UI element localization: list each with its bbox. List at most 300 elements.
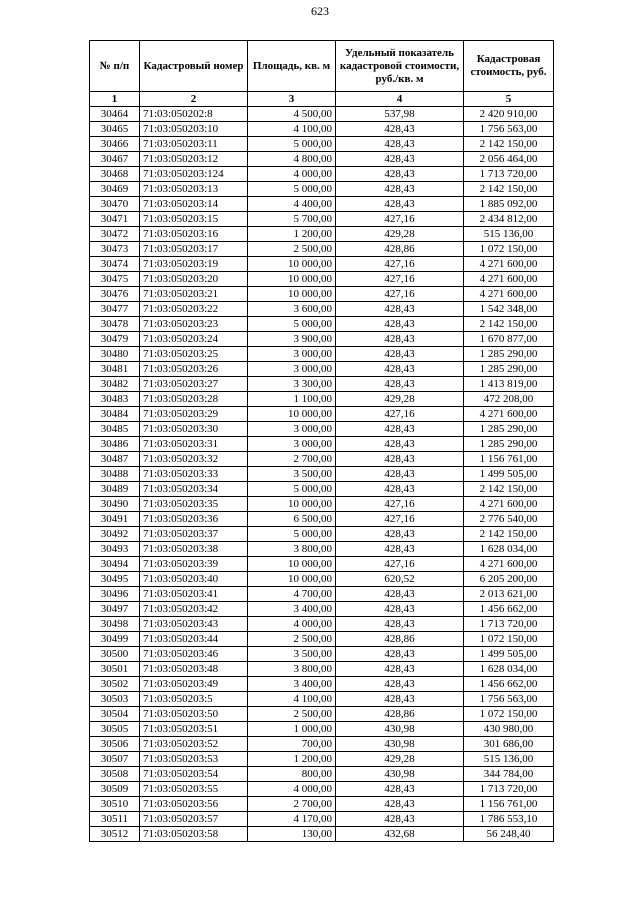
row-number: 30502: [90, 677, 140, 692]
rate-value: 427,16: [336, 272, 464, 287]
table-row: [90, 482, 554, 497]
cadastral-number: 71:03:050203:16: [140, 227, 248, 242]
cadastral-number: 71:03:050203:41: [140, 587, 248, 602]
table-row: [90, 167, 554, 182]
area-value: 5 000,00: [248, 182, 336, 197]
area-value: 3 300,00: [248, 377, 336, 392]
cost-value: 4 271 600,00: [464, 257, 554, 272]
cadastral-number: 71:03:050203:23: [140, 317, 248, 332]
cadastral-number: 71:03:050203:51: [140, 722, 248, 737]
cadastral-number: 71:03:050203:29: [140, 407, 248, 422]
row-number: 30506: [90, 737, 140, 752]
area-value: 800,00: [248, 767, 336, 782]
rate-value: 427,16: [336, 407, 464, 422]
cost-value: 1 756 563,00: [464, 692, 554, 707]
area-value: 10 000,00: [248, 557, 336, 572]
rate-value: 428,86: [336, 707, 464, 722]
rate-value: 432,68: [336, 827, 464, 842]
rate-value: 428,43: [336, 152, 464, 167]
cost-value: 1 072 150,00: [464, 632, 554, 647]
table-row: [90, 362, 554, 377]
table-row: [90, 722, 554, 737]
row-number: 30501: [90, 662, 140, 677]
table-row: [90, 587, 554, 602]
header-row: [90, 41, 554, 92]
cost-value: 1 786 553,10: [464, 812, 554, 827]
area-value: 3 800,00: [248, 662, 336, 677]
rate-value: 429,28: [336, 392, 464, 407]
rate-value: 430,98: [336, 767, 464, 782]
table-row: [90, 737, 554, 752]
cost-value: 56 248,40: [464, 827, 554, 842]
area-value: 700,00: [248, 737, 336, 752]
row-number: 30497: [90, 602, 140, 617]
rate-value: 428,86: [336, 242, 464, 257]
table-row: [90, 287, 554, 302]
cadastral-number: 71:03:050203:20: [140, 272, 248, 287]
area-value: 4 100,00: [248, 122, 336, 137]
row-number: 30511: [90, 812, 140, 827]
table-row: [90, 602, 554, 617]
rate-value: 428,43: [336, 347, 464, 362]
rate-value: 428,43: [336, 797, 464, 812]
row-number: 30472: [90, 227, 140, 242]
row-number: 30489: [90, 482, 140, 497]
cost-value: 1 285 290,00: [464, 422, 554, 437]
cadastral-number: 71:03:050203:21: [140, 287, 248, 302]
rate-value: 428,43: [336, 587, 464, 602]
row-number: 30487: [90, 452, 140, 467]
cadastral-number: 71:03:050203:44: [140, 632, 248, 647]
column-number: 5: [464, 92, 554, 107]
cadastral-number: 71:03:050203:48: [140, 662, 248, 677]
cost-value: 2 142 150,00: [464, 182, 554, 197]
cost-value: 1 456 662,00: [464, 602, 554, 617]
area-value: 4 800,00: [248, 152, 336, 167]
rate-value: 429,28: [336, 227, 464, 242]
row-number: 30469: [90, 182, 140, 197]
area-value: 3 000,00: [248, 347, 336, 362]
area-value: 3 900,00: [248, 332, 336, 347]
area-value: 10 000,00: [248, 497, 336, 512]
rate-value: 428,43: [336, 197, 464, 212]
rate-value: 537,98: [336, 107, 464, 122]
cadastral-number: 71:03:050203:34: [140, 482, 248, 497]
table-row: [90, 122, 554, 137]
rate-value: 427,16: [336, 497, 464, 512]
table-row: [90, 197, 554, 212]
row-number: 30491: [90, 512, 140, 527]
rate-value: 427,16: [336, 257, 464, 272]
rate-value: 428,43: [336, 782, 464, 797]
area-value: 3 800,00: [248, 542, 336, 557]
cost-value: 301 686,00: [464, 737, 554, 752]
row-number: 30475: [90, 272, 140, 287]
cost-value: 515 136,00: [464, 227, 554, 242]
table-row: [90, 707, 554, 722]
cadastral-number: 71:03:050203:39: [140, 557, 248, 572]
table-row: [90, 647, 554, 662]
rate-value: 430,98: [336, 737, 464, 752]
rate-value: 428,43: [336, 647, 464, 662]
rate-value: 428,43: [336, 317, 464, 332]
table-row: [90, 572, 554, 587]
table-row: [90, 317, 554, 332]
cost-value: 2 142 150,00: [464, 137, 554, 152]
area-value: 3 600,00: [248, 302, 336, 317]
rate-value: 428,43: [336, 812, 464, 827]
rate-value: 428,43: [336, 527, 464, 542]
rate-value: 428,43: [336, 437, 464, 452]
table-row: [90, 632, 554, 647]
cadastral-number: 71:03:050203:50: [140, 707, 248, 722]
table-row: [90, 497, 554, 512]
cadastral-number: 71:03:050203:56: [140, 797, 248, 812]
row-number: 30509: [90, 782, 140, 797]
area-value: 2 500,00: [248, 707, 336, 722]
cost-value: 2 056 464,00: [464, 152, 554, 167]
header-cost: Кадастровая стоимость, руб.: [464, 41, 554, 92]
area-value: 10 000,00: [248, 572, 336, 587]
row-number: 30484: [90, 407, 140, 422]
area-value: 4 100,00: [248, 692, 336, 707]
rate-value: 428,43: [336, 452, 464, 467]
area-value: 3 000,00: [248, 422, 336, 437]
row-number: 30486: [90, 437, 140, 452]
cost-value: 1 156 761,00: [464, 452, 554, 467]
header-cadastral: Кадастровый номер: [140, 41, 248, 92]
cost-value: 2 142 150,00: [464, 482, 554, 497]
area-value: 4 500,00: [248, 107, 336, 122]
row-number: 30496: [90, 587, 140, 602]
cost-value: 4 271 600,00: [464, 407, 554, 422]
rate-value: 428,43: [336, 482, 464, 497]
rate-value: 427,16: [336, 212, 464, 227]
cost-value: 1 713 720,00: [464, 167, 554, 182]
table-body: [90, 107, 554, 842]
column-number: 1: [90, 92, 140, 107]
row-number: 30476: [90, 287, 140, 302]
cost-value: 1 713 720,00: [464, 782, 554, 797]
row-number: 30478: [90, 317, 140, 332]
cost-value: 430 980,00: [464, 722, 554, 737]
cadastral-number: 71:03:050203:42: [140, 602, 248, 617]
area-value: 5 700,00: [248, 212, 336, 227]
page-number: 623: [311, 4, 329, 18]
row-number: 30473: [90, 242, 140, 257]
cost-value: 4 271 600,00: [464, 557, 554, 572]
row-number: 30500: [90, 647, 140, 662]
table-row: [90, 527, 554, 542]
table-row: [90, 182, 554, 197]
table-row: [90, 137, 554, 152]
rate-value: 428,43: [336, 167, 464, 182]
area-value: 4 000,00: [248, 782, 336, 797]
cost-value: 1 670 877,00: [464, 332, 554, 347]
row-number: 30466: [90, 137, 140, 152]
row-number: 30479: [90, 332, 140, 347]
cadastral-number: 71:03:050203:52: [140, 737, 248, 752]
area-value: 1 100,00: [248, 392, 336, 407]
rate-value: 428,43: [336, 692, 464, 707]
cadastral-number: 71:03:050203:15: [140, 212, 248, 227]
row-number: 30512: [90, 827, 140, 842]
cost-value: 1 285 290,00: [464, 362, 554, 377]
rate-value: 428,43: [336, 122, 464, 137]
table-row: [90, 557, 554, 572]
header-area: Площадь, кв. м: [248, 41, 336, 92]
area-value: 10 000,00: [248, 407, 336, 422]
cadastral-number: 71:03:050203:25: [140, 347, 248, 362]
row-number: 30494: [90, 557, 140, 572]
rate-value: 428,43: [336, 617, 464, 632]
area-value: 3 000,00: [248, 437, 336, 452]
cost-value: 4 271 600,00: [464, 497, 554, 512]
cadastral-table: [89, 40, 554, 842]
area-value: 3 500,00: [248, 647, 336, 662]
row-number: 30490: [90, 497, 140, 512]
table-row: [90, 812, 554, 827]
cost-value: 1 628 034,00: [464, 662, 554, 677]
cost-value: 2 142 150,00: [464, 317, 554, 332]
table-row: [90, 332, 554, 347]
cadastral-number: 71:03:050203:11: [140, 137, 248, 152]
rate-value: 428,43: [336, 467, 464, 482]
row-number: 30483: [90, 392, 140, 407]
cost-value: 2 434 812,00: [464, 212, 554, 227]
cadastral-number: 71:03:050203:49: [140, 677, 248, 692]
column-number: 4: [336, 92, 464, 107]
cost-value: 1 885 092,00: [464, 197, 554, 212]
row-number: 30495: [90, 572, 140, 587]
row-number: 30493: [90, 542, 140, 557]
cost-value: 1 756 563,00: [464, 122, 554, 137]
cost-value: 4 271 600,00: [464, 272, 554, 287]
row-number: 30465: [90, 122, 140, 137]
row-number: 30508: [90, 767, 140, 782]
row-number: 30503: [90, 692, 140, 707]
area-value: 1 200,00: [248, 752, 336, 767]
area-value: 1 200,00: [248, 227, 336, 242]
table-row: [90, 377, 554, 392]
cadastral-number: 71:03:050203:22: [140, 302, 248, 317]
cost-value: 2 420 910,00: [464, 107, 554, 122]
cost-value: 1 628 034,00: [464, 542, 554, 557]
row-number: 30464: [90, 107, 140, 122]
area-value: 10 000,00: [248, 272, 336, 287]
table-row: [90, 152, 554, 167]
rate-value: 428,43: [336, 182, 464, 197]
table-row: [90, 662, 554, 677]
header-rate: Удельный показатель кадастровой стоимости, руб./кв. м: [336, 41, 464, 92]
cadastral-number: 71:03:050203:36: [140, 512, 248, 527]
cadastral-number: 71:03:050203:31: [140, 437, 248, 452]
area-value: 3 400,00: [248, 677, 336, 692]
cost-value: 1 156 761,00: [464, 797, 554, 812]
cadastral-number: 71:03:050203:58: [140, 827, 248, 842]
cadastral-number: 71:03:050203:17: [140, 242, 248, 257]
cadastral-number: 71:03:050203:24: [140, 332, 248, 347]
rate-value: 620,52: [336, 572, 464, 587]
table-row: [90, 782, 554, 797]
cadastral-number: 71:03:050203:32: [140, 452, 248, 467]
rate-value: 429,28: [336, 752, 464, 767]
cost-value: 1 499 505,00: [464, 467, 554, 482]
rate-value: 428,43: [336, 377, 464, 392]
cadastral-number: 71:03:050203:12: [140, 152, 248, 167]
cost-value: 4 271 600,00: [464, 287, 554, 302]
area-value: 5 000,00: [248, 317, 336, 332]
row-number: 30492: [90, 527, 140, 542]
rate-value: 428,43: [336, 302, 464, 317]
cadastral-number: 71:03:050203:46: [140, 647, 248, 662]
row-number: 30480: [90, 347, 140, 362]
area-value: 2 700,00: [248, 452, 336, 467]
row-number: 30498: [90, 617, 140, 632]
cadastral-number: 71:03:050203:54: [140, 767, 248, 782]
table-row: [90, 422, 554, 437]
rate-value: 427,16: [336, 512, 464, 527]
cost-value: 1 499 505,00: [464, 647, 554, 662]
row-number: 30481: [90, 362, 140, 377]
cadastral-number: 71:03:050203:33: [140, 467, 248, 482]
area-value: 3 500,00: [248, 467, 336, 482]
table-row: [90, 797, 554, 812]
rate-value: 427,16: [336, 557, 464, 572]
cadastral-number: 71:03:050203:57: [140, 812, 248, 827]
area-value: 5 000,00: [248, 527, 336, 542]
cost-value: 1 713 720,00: [464, 617, 554, 632]
row-number: 30482: [90, 377, 140, 392]
area-value: 5 000,00: [248, 137, 336, 152]
area-value: 4 700,00: [248, 587, 336, 602]
rate-value: 428,43: [336, 362, 464, 377]
rate-value: 428,43: [336, 542, 464, 557]
cost-value: 2 013 621,00: [464, 587, 554, 602]
cadastral-number: 71:03:050203:13: [140, 182, 248, 197]
table-row: [90, 767, 554, 782]
row-number: 30504: [90, 707, 140, 722]
area-value: 2 700,00: [248, 797, 336, 812]
table-row: [90, 392, 554, 407]
table-row: [90, 407, 554, 422]
row-number: 30485: [90, 422, 140, 437]
rate-value: 428,43: [336, 422, 464, 437]
table-row: [90, 752, 554, 767]
area-value: 3 000,00: [248, 362, 336, 377]
cadastral-number: 71:03:050203:5: [140, 692, 248, 707]
table-row: [90, 677, 554, 692]
area-value: 2 500,00: [248, 632, 336, 647]
row-number: 30505: [90, 722, 140, 737]
cost-value: 1 072 150,00: [464, 707, 554, 722]
table-row: [90, 512, 554, 527]
row-number: 30510: [90, 797, 140, 812]
cadastral-number: 71:03:050203:43: [140, 617, 248, 632]
table-row: [90, 692, 554, 707]
rate-value: 428,43: [336, 332, 464, 347]
table-row: [90, 257, 554, 272]
cadastral-number: 71:03:050203:27: [140, 377, 248, 392]
row-number: 30468: [90, 167, 140, 182]
table-row: [90, 827, 554, 842]
column-number-row: [90, 92, 554, 107]
row-number: 30488: [90, 467, 140, 482]
area-value: 5 000,00: [248, 482, 336, 497]
rate-value: 428,43: [336, 137, 464, 152]
area-value: 3 400,00: [248, 602, 336, 617]
cost-value: 2 776 540,00: [464, 512, 554, 527]
row-number: 30474: [90, 257, 140, 272]
cadastral-number: 71:03:050202:8: [140, 107, 248, 122]
cadastral-number: 71:03:050203:35: [140, 497, 248, 512]
area-value: 6 500,00: [248, 512, 336, 527]
cadastral-number: 71:03:050203:30: [140, 422, 248, 437]
cadastral-number: 71:03:050203:28: [140, 392, 248, 407]
area-value: 10 000,00: [248, 287, 336, 302]
row-number: 30467: [90, 152, 140, 167]
area-value: 4 170,00: [248, 812, 336, 827]
cadastral-number: 71:03:050203:38: [140, 542, 248, 557]
area-value: 1 000,00: [248, 722, 336, 737]
table-row: [90, 227, 554, 242]
cadastral-number: 71:03:050203:37: [140, 527, 248, 542]
row-number: 30499: [90, 632, 140, 647]
cost-value: 472 208,00: [464, 392, 554, 407]
table-row: [90, 107, 554, 122]
cost-value: 1 285 290,00: [464, 347, 554, 362]
cost-value: 1 456 662,00: [464, 677, 554, 692]
cost-value: 1 285 290,00: [464, 437, 554, 452]
rate-value: 427,16: [336, 287, 464, 302]
cost-value: 2 142 150,00: [464, 527, 554, 542]
table-row: [90, 302, 554, 317]
rate-value: 428,43: [336, 662, 464, 677]
header-num: № п/п: [90, 41, 140, 92]
table-row: [90, 452, 554, 467]
area-value: 4 000,00: [248, 167, 336, 182]
area-value: 4 400,00: [248, 197, 336, 212]
cost-value: 1 072 150,00: [464, 242, 554, 257]
area-value: 2 500,00: [248, 242, 336, 257]
table-row: [90, 542, 554, 557]
cadastral-number: 71:03:050203:124: [140, 167, 248, 182]
cadastral-number: 71:03:050203:55: [140, 782, 248, 797]
cost-value: 6 205 200,00: [464, 572, 554, 587]
cadastral-number: 71:03:050203:40: [140, 572, 248, 587]
row-number: 30470: [90, 197, 140, 212]
table-row: [90, 617, 554, 632]
rate-value: 428,43: [336, 602, 464, 617]
cost-value: 515 136,00: [464, 752, 554, 767]
rate-value: 430,98: [336, 722, 464, 737]
area-value: 4 000,00: [248, 617, 336, 632]
row-number: 30477: [90, 302, 140, 317]
cadastral-number: 71:03:050203:19: [140, 257, 248, 272]
cadastral-number: 71:03:050203:14: [140, 197, 248, 212]
area-value: 10 000,00: [248, 257, 336, 272]
row-number: 30507: [90, 752, 140, 767]
cadastral-number: 71:03:050203:53: [140, 752, 248, 767]
rate-value: 428,86: [336, 632, 464, 647]
cost-value: 1 542 348,00: [464, 302, 554, 317]
row-number: 30471: [90, 212, 140, 227]
table-row: [90, 242, 554, 257]
table-row: [90, 467, 554, 482]
rate-value: 428,43: [336, 677, 464, 692]
column-number: 3: [248, 92, 336, 107]
area-value: 130,00: [248, 827, 336, 842]
